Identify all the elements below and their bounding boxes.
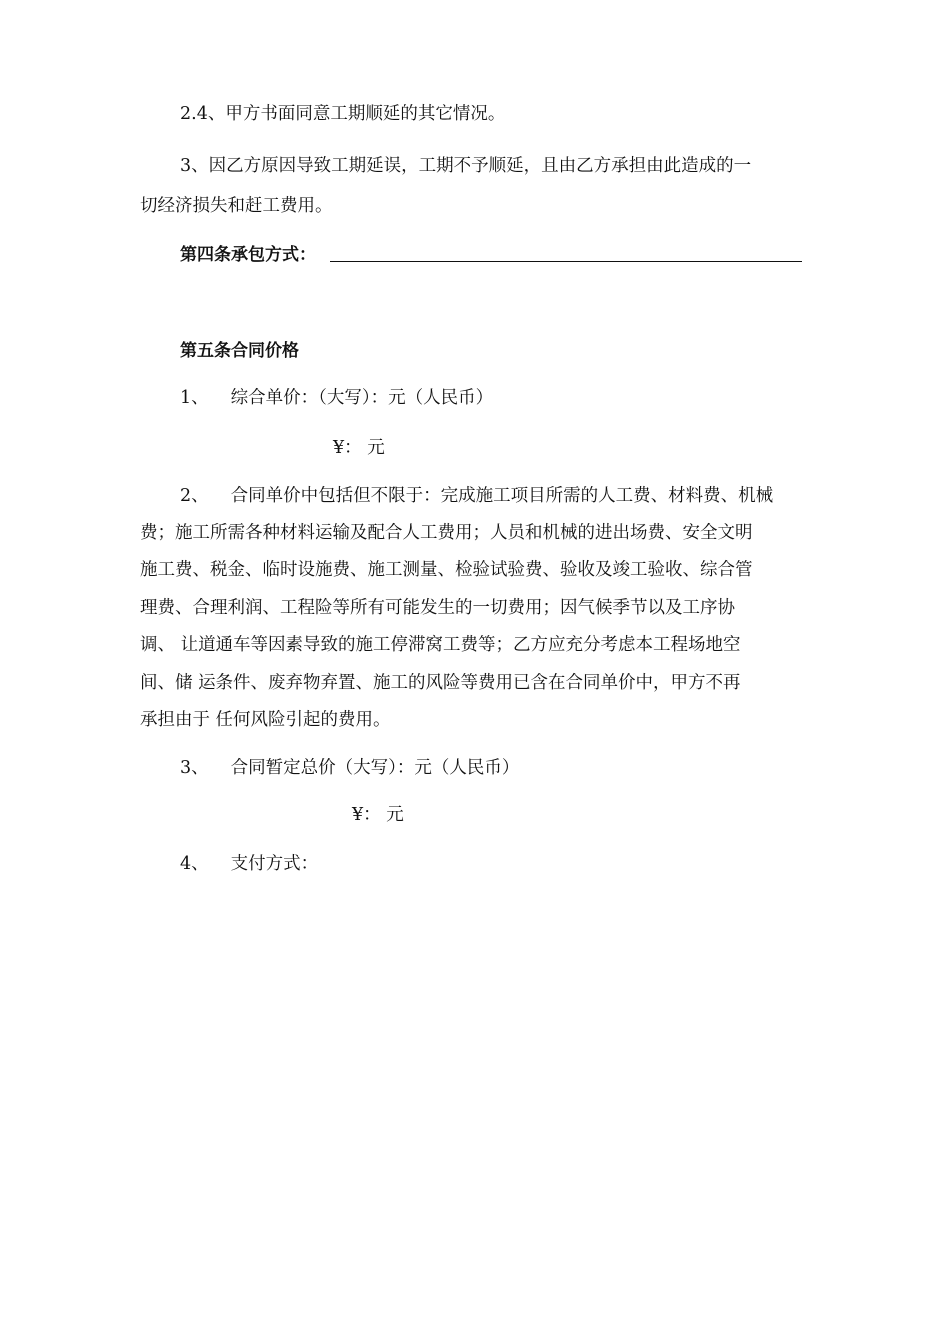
item-3-number: 3、 bbox=[180, 758, 209, 778]
item-2-line-4: 理费、合理利润、工程险等所有可能发生的一切费用；因气候季节以及工序协 bbox=[140, 598, 735, 618]
item-3-amount bbox=[352, 804, 404, 826]
item-1-unit: 元 bbox=[367, 438, 385, 458]
item-1 bbox=[180, 387, 493, 409]
item-4-text: 支付方式： bbox=[230, 854, 319, 874]
item-1-text: 综合单价：（大写）：元（人民币） bbox=[230, 388, 494, 408]
item-2-line-1 bbox=[180, 485, 773, 507]
item-2-text-1: 合同单价中包括但不限于：完成施工项目所需的人工费、材料费、机械 bbox=[230, 486, 774, 506]
item-2-number: 2、 bbox=[180, 486, 209, 506]
item-2-line-5: 调、 让道通车等因素导致的施工停滞窝工费等；乙方应充分考虑本工程场地空 bbox=[140, 635, 741, 655]
item-2-line-2: 费；施工所需各种材料运输及配合人工费用；人员和机械的进出场费、安全文明 bbox=[140, 523, 753, 543]
clause-3-line-1: 3、因乙方原因导致工期延误，工期不予顺延，且由乙方承担由此造成的一 bbox=[180, 156, 752, 176]
item-3 bbox=[180, 757, 519, 779]
item-4 bbox=[180, 853, 318, 875]
item-3-text: 合同暂定总价（大写）：元（人民币） bbox=[230, 758, 520, 778]
item-2-line-3: 施工费、税金、临时设施费、施工测量、检验试验费、验收及竣工验收、综合管 bbox=[140, 560, 753, 580]
item-3-yen-symbol: ¥： bbox=[352, 805, 381, 825]
article-4-blank-line bbox=[330, 261, 802, 262]
item-1-amount bbox=[333, 437, 385, 459]
item-1-number: 1、 bbox=[180, 388, 209, 408]
item-3-unit: 元 bbox=[386, 805, 404, 825]
article-5-heading: 第五条合同价格 bbox=[180, 341, 299, 361]
clause-3-line-2: 切经济损失和赶工费用。 bbox=[140, 196, 333, 216]
item-2-line-6: 间、储 运条件、废弃物弃置、施工的风险等费用已含在合同单价中，甲方不再 bbox=[140, 673, 741, 693]
item-4-number: 4、 bbox=[180, 854, 209, 874]
article-4-heading: 第四条承包方式： bbox=[180, 245, 316, 265]
item-2-line-7: 承担由于 任何风险引起的费用。 bbox=[140, 710, 391, 730]
clause-2-4: 2.4、甲方书面同意工期顺延的其它情况。 bbox=[180, 104, 506, 124]
item-1-yen-symbol: ¥： bbox=[333, 438, 362, 458]
